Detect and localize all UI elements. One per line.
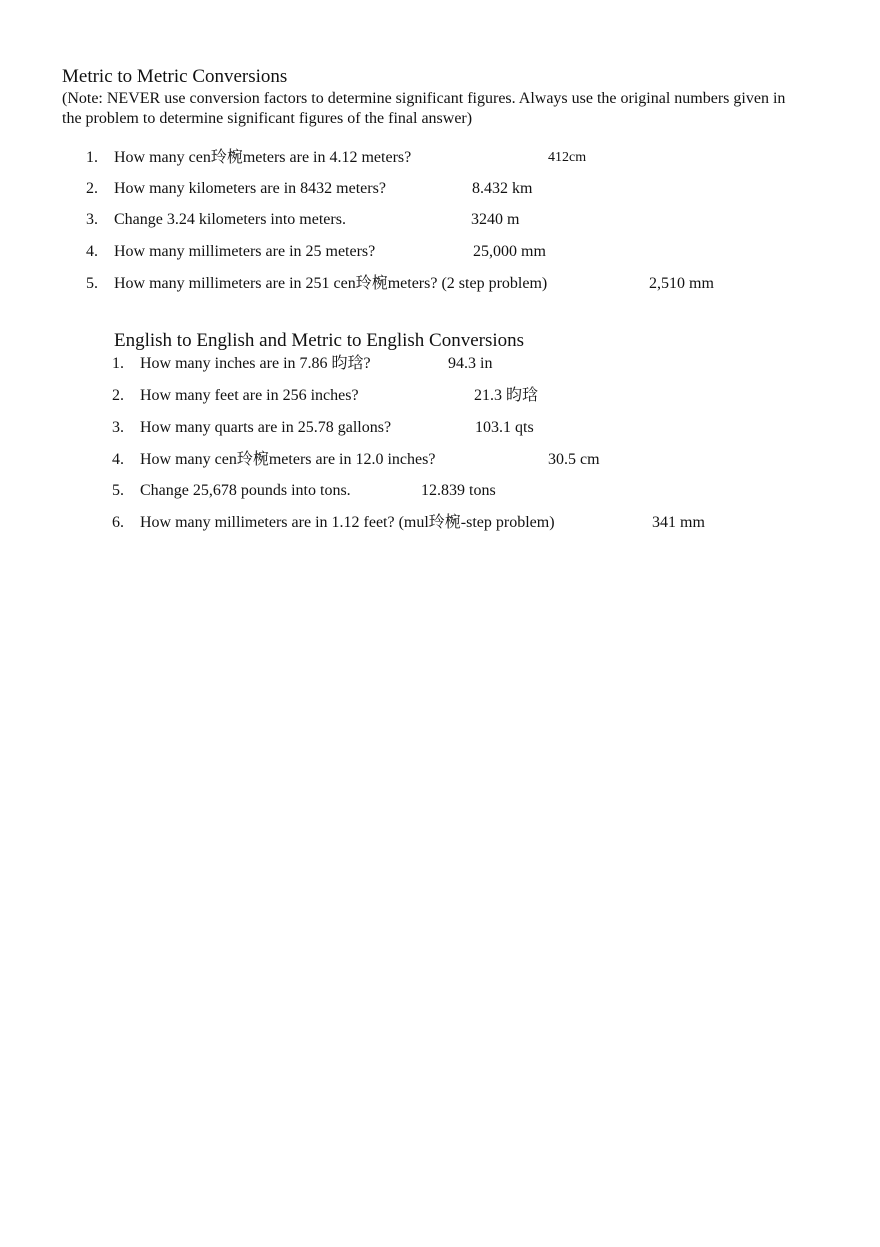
item-number: 1.	[112, 355, 124, 372]
answer-text: 103.1 qts	[475, 419, 534, 436]
item-number: 1.	[86, 149, 98, 166]
item-number: 2.	[86, 180, 98, 197]
item-number: 5.	[112, 482, 124, 499]
item-number: 6.	[112, 514, 124, 531]
question-text: How many cen玲椀meters are in 12.0 inches?	[140, 451, 436, 468]
answer-text: 341 mm	[652, 514, 705, 531]
question-text: How many millimeters are in 1.12 feet? (mul玲椀-step problem)	[140, 514, 555, 531]
answer-text: 25,000 mm	[473, 243, 546, 260]
answer-text: 12.839 tons	[421, 482, 496, 499]
item-number: 5.	[86, 275, 98, 292]
question-text: How many kilometers are in 8432 meters?	[114, 180, 386, 197]
answer-text: 30.5 cm	[548, 451, 600, 468]
section-title: English to English and Metric to English Conversions	[114, 330, 525, 351]
question-text: How many inches are in 7.86 昀琀?	[140, 355, 371, 372]
item-number: 2.	[112, 387, 124, 404]
answer-text: 412cm	[548, 150, 587, 165]
item-number: 4.	[86, 243, 98, 260]
question-text: How many millimeters are in 25 meters?	[114, 243, 376, 260]
answer-text: 8.432 km	[472, 180, 533, 197]
answer-text: 3240 m	[471, 211, 520, 228]
question-text: Change 25,678 pounds into tons.	[140, 482, 351, 499]
question-text: How many millimeters are in 251 cen玲椀meters? (2 step problem)	[114, 275, 548, 292]
answer-text: 94.3 in	[448, 355, 493, 372]
answer-text: 21.3 昀琀	[474, 387, 539, 404]
significant-figures-note: (Note: NEVER use conversion factors to determine significant figures. Always use the original numbers given in the problem to determine significant figures of the final answer)	[62, 90, 786, 127]
answer-text: 2,510 mm	[649, 275, 714, 292]
question-text: How many feet are in 256 inches?	[140, 387, 359, 404]
item-number: 3.	[86, 211, 98, 228]
page-title: Metric to Metric Conversions	[62, 66, 288, 87]
item-number: 4.	[112, 451, 124, 468]
question-text: How many quarts are in 25.78 gallons?	[140, 419, 392, 436]
question-text: Change 3.24 kilometers into meters.	[114, 211, 346, 228]
item-number: 3.	[112, 419, 124, 436]
question-text: How many cen玲椀meters are in 4.12 meters?	[114, 149, 412, 166]
